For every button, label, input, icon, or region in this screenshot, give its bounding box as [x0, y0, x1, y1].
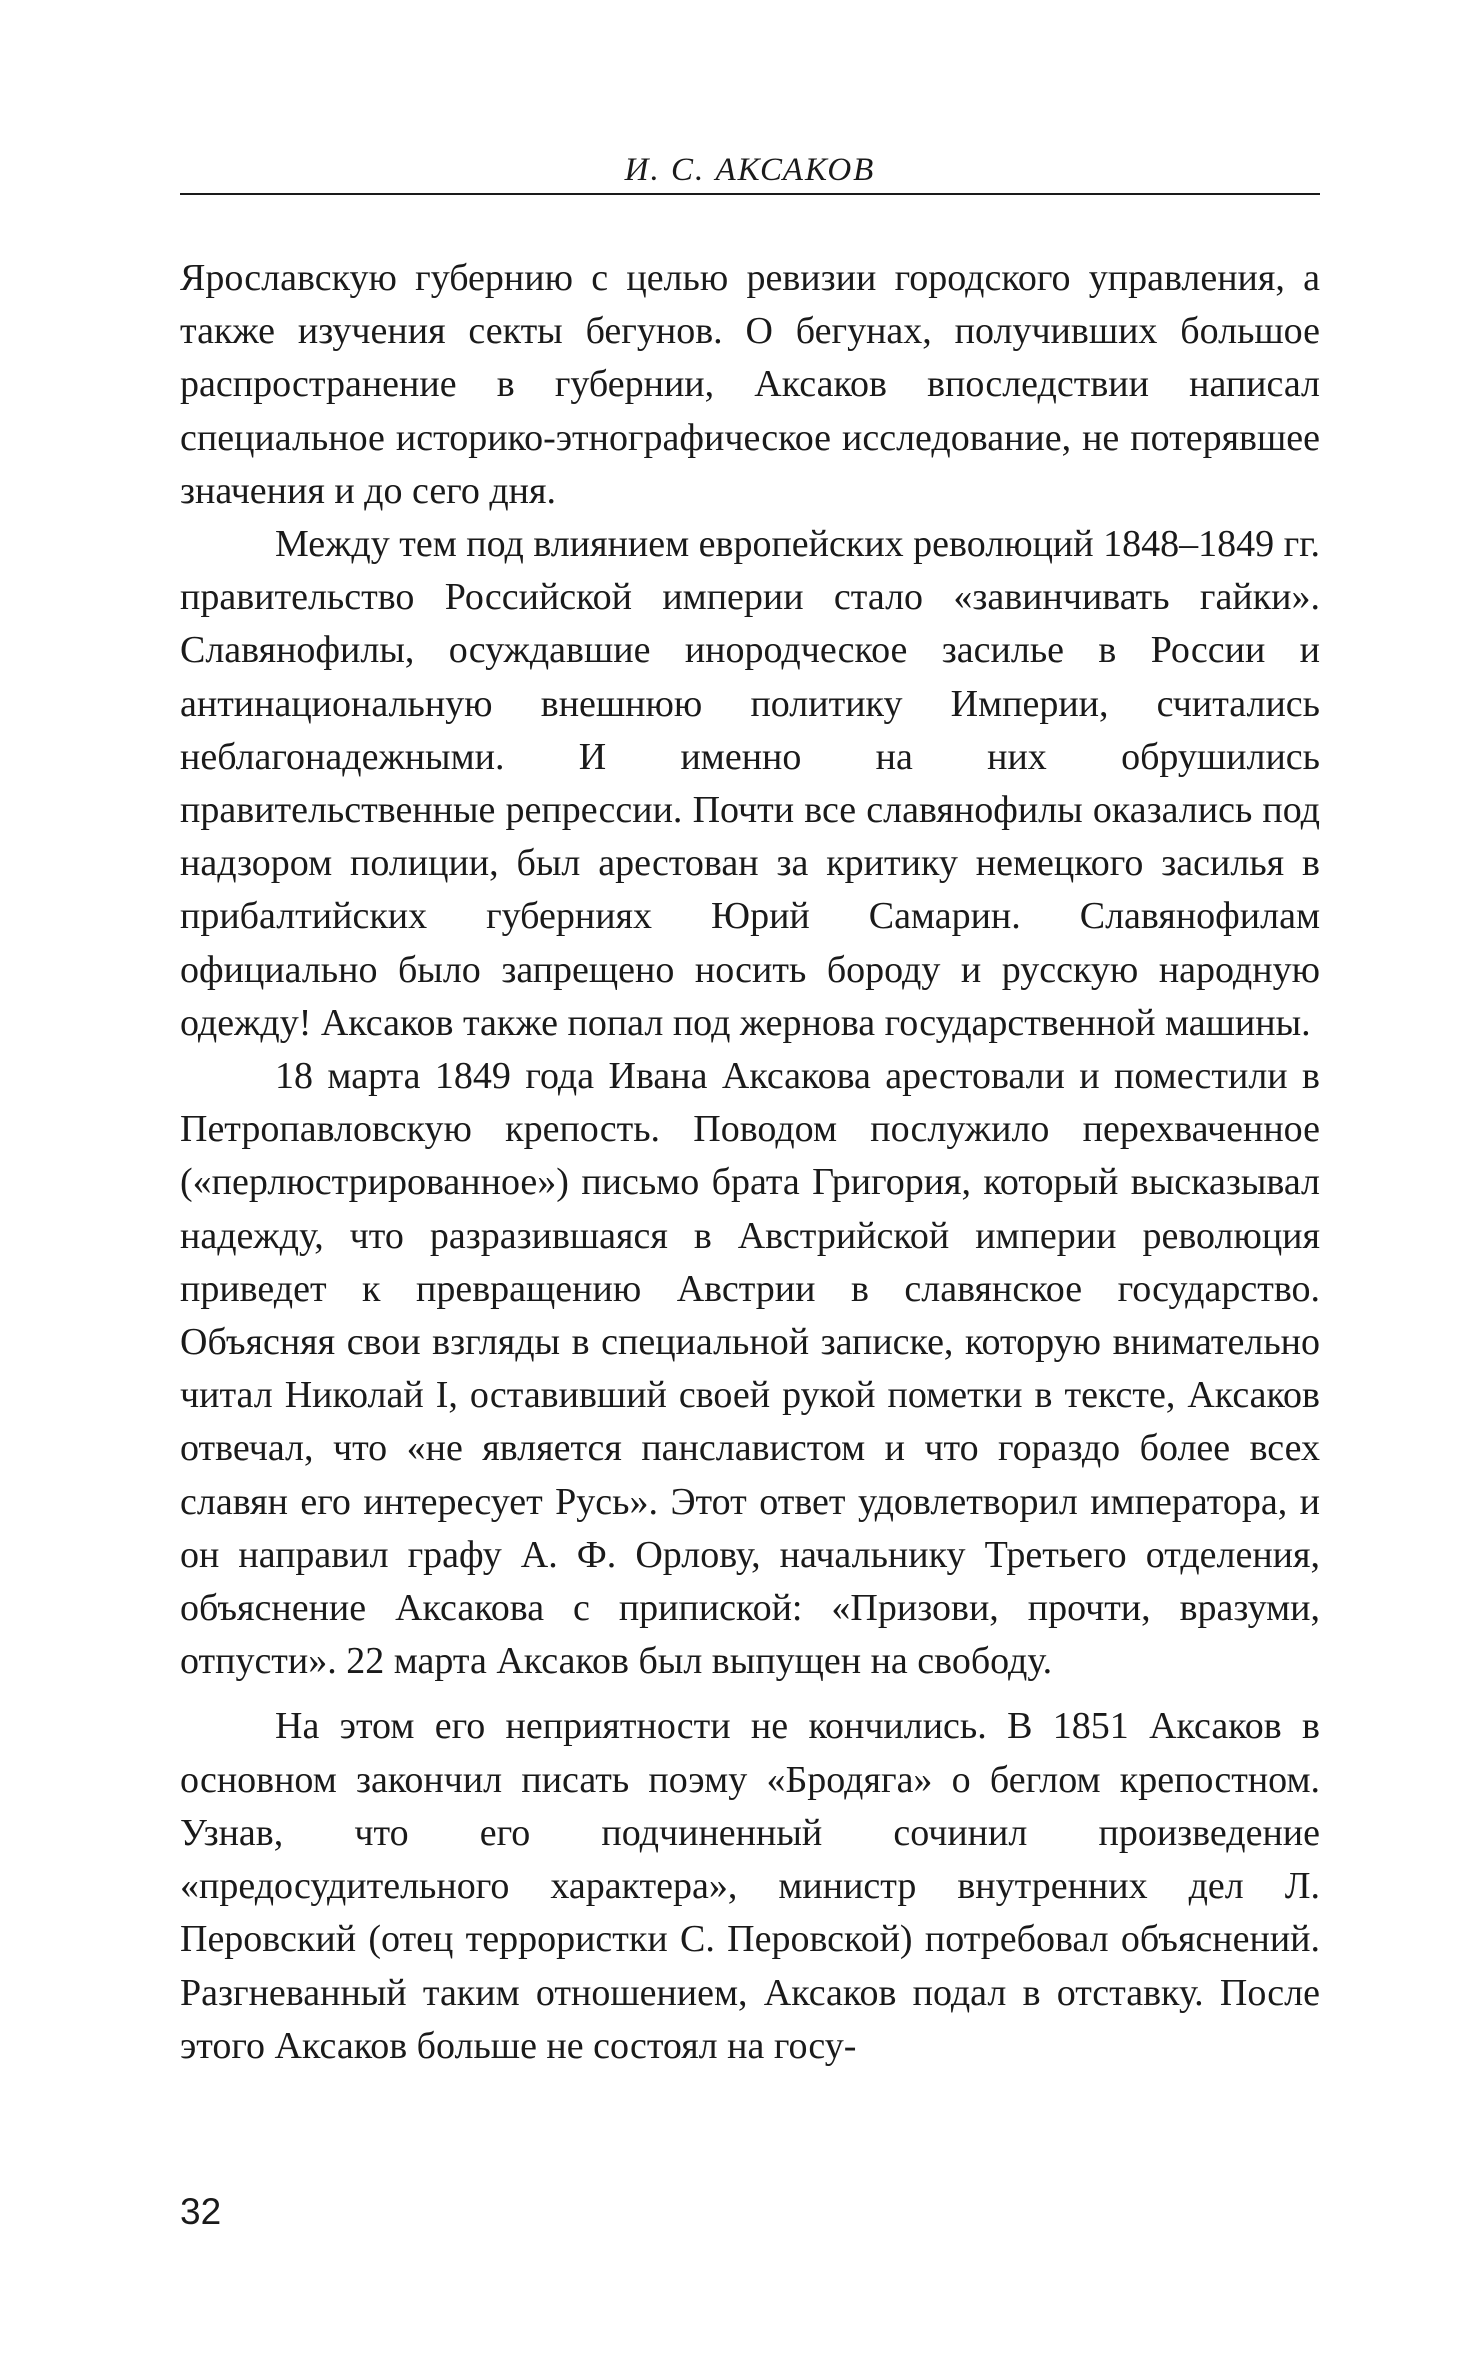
paragraph-1: Ярославскую губернию с целью ревизии городского управления, а также изучения секты бегунов. О бегунах, получивших большое распространение в губернии, Аксаков впоследствии написал специальное историко-этнографическое исследование, не потерявшее значения и до сего дня. [180, 257, 1320, 512]
running-head-title: И. С. АКСАКОВ [624, 152, 876, 188]
paragraph-2: Между тем под влиянием европейских революций 1848–1849 гг. правительство Российской империи стало «завинчивать гайки». Славянофилы, осуждавшие инородческое засилье в России и антинациональную внешнюю политику Империи, считались неблагонадежными. И именно на них обрушились правительственные репрессии. Почти все славянофилы оказались под надзором полиции, был арестован за критику немецкого засилья в прибалтийских губерниях Юрий Самарин. Славянофилам официально было запрещено носить бороду и русскую народную одежду! Аксаков также попал под жернова государственной машины. [180, 523, 1320, 1044]
page-number: 32 [180, 2191, 222, 2232]
main-text [180, 252, 1320, 2073]
paragraph-3: 18 марта 1849 года Ивана Аксакова арестовали и поместили в Петропавловскую крепость. Поводом послужило перехваченное («перлюстрированное») письмо брата Григория, который высказывал надежду, что разразившаяся в Австрийской империи революция приведет к превращению Австрии в славянское государство. Объясняя свои взгляды в специальной записке, которую внимательно читал Николай I, оставивший своей рукой пометки в тексте, Аксаков отвечал, что «не является панславистом и что гораздо более всех славян его интересует Русь». Этот ответ удовлетворил императора, и он направил графу А. Ф. Орлову, начальнику Третьего отделения, объяснение Аксакова с припиской: «Призови, прочти, вразуми, отпусти». 22 марта Аксаков был выпущен на свободу. [180, 1055, 1320, 1683]
header-rule [180, 193, 1320, 195]
paragraph-4: На этом его неприятности не кончились. В 1851 Аксаков в основном закончил писать поэму «Бродяга» о беглом крепостном. Узнав, что его подчиненный сочинил произведение «предосудительного характера», министр внутренних дел Л. Перовский (отец террористки С. Перовской) потребовал объяснений. Разгневанный таким отношением, Аксаков подал в отставку. После этого Аксаков больше не состоял на госу- [180, 1705, 1320, 2067]
